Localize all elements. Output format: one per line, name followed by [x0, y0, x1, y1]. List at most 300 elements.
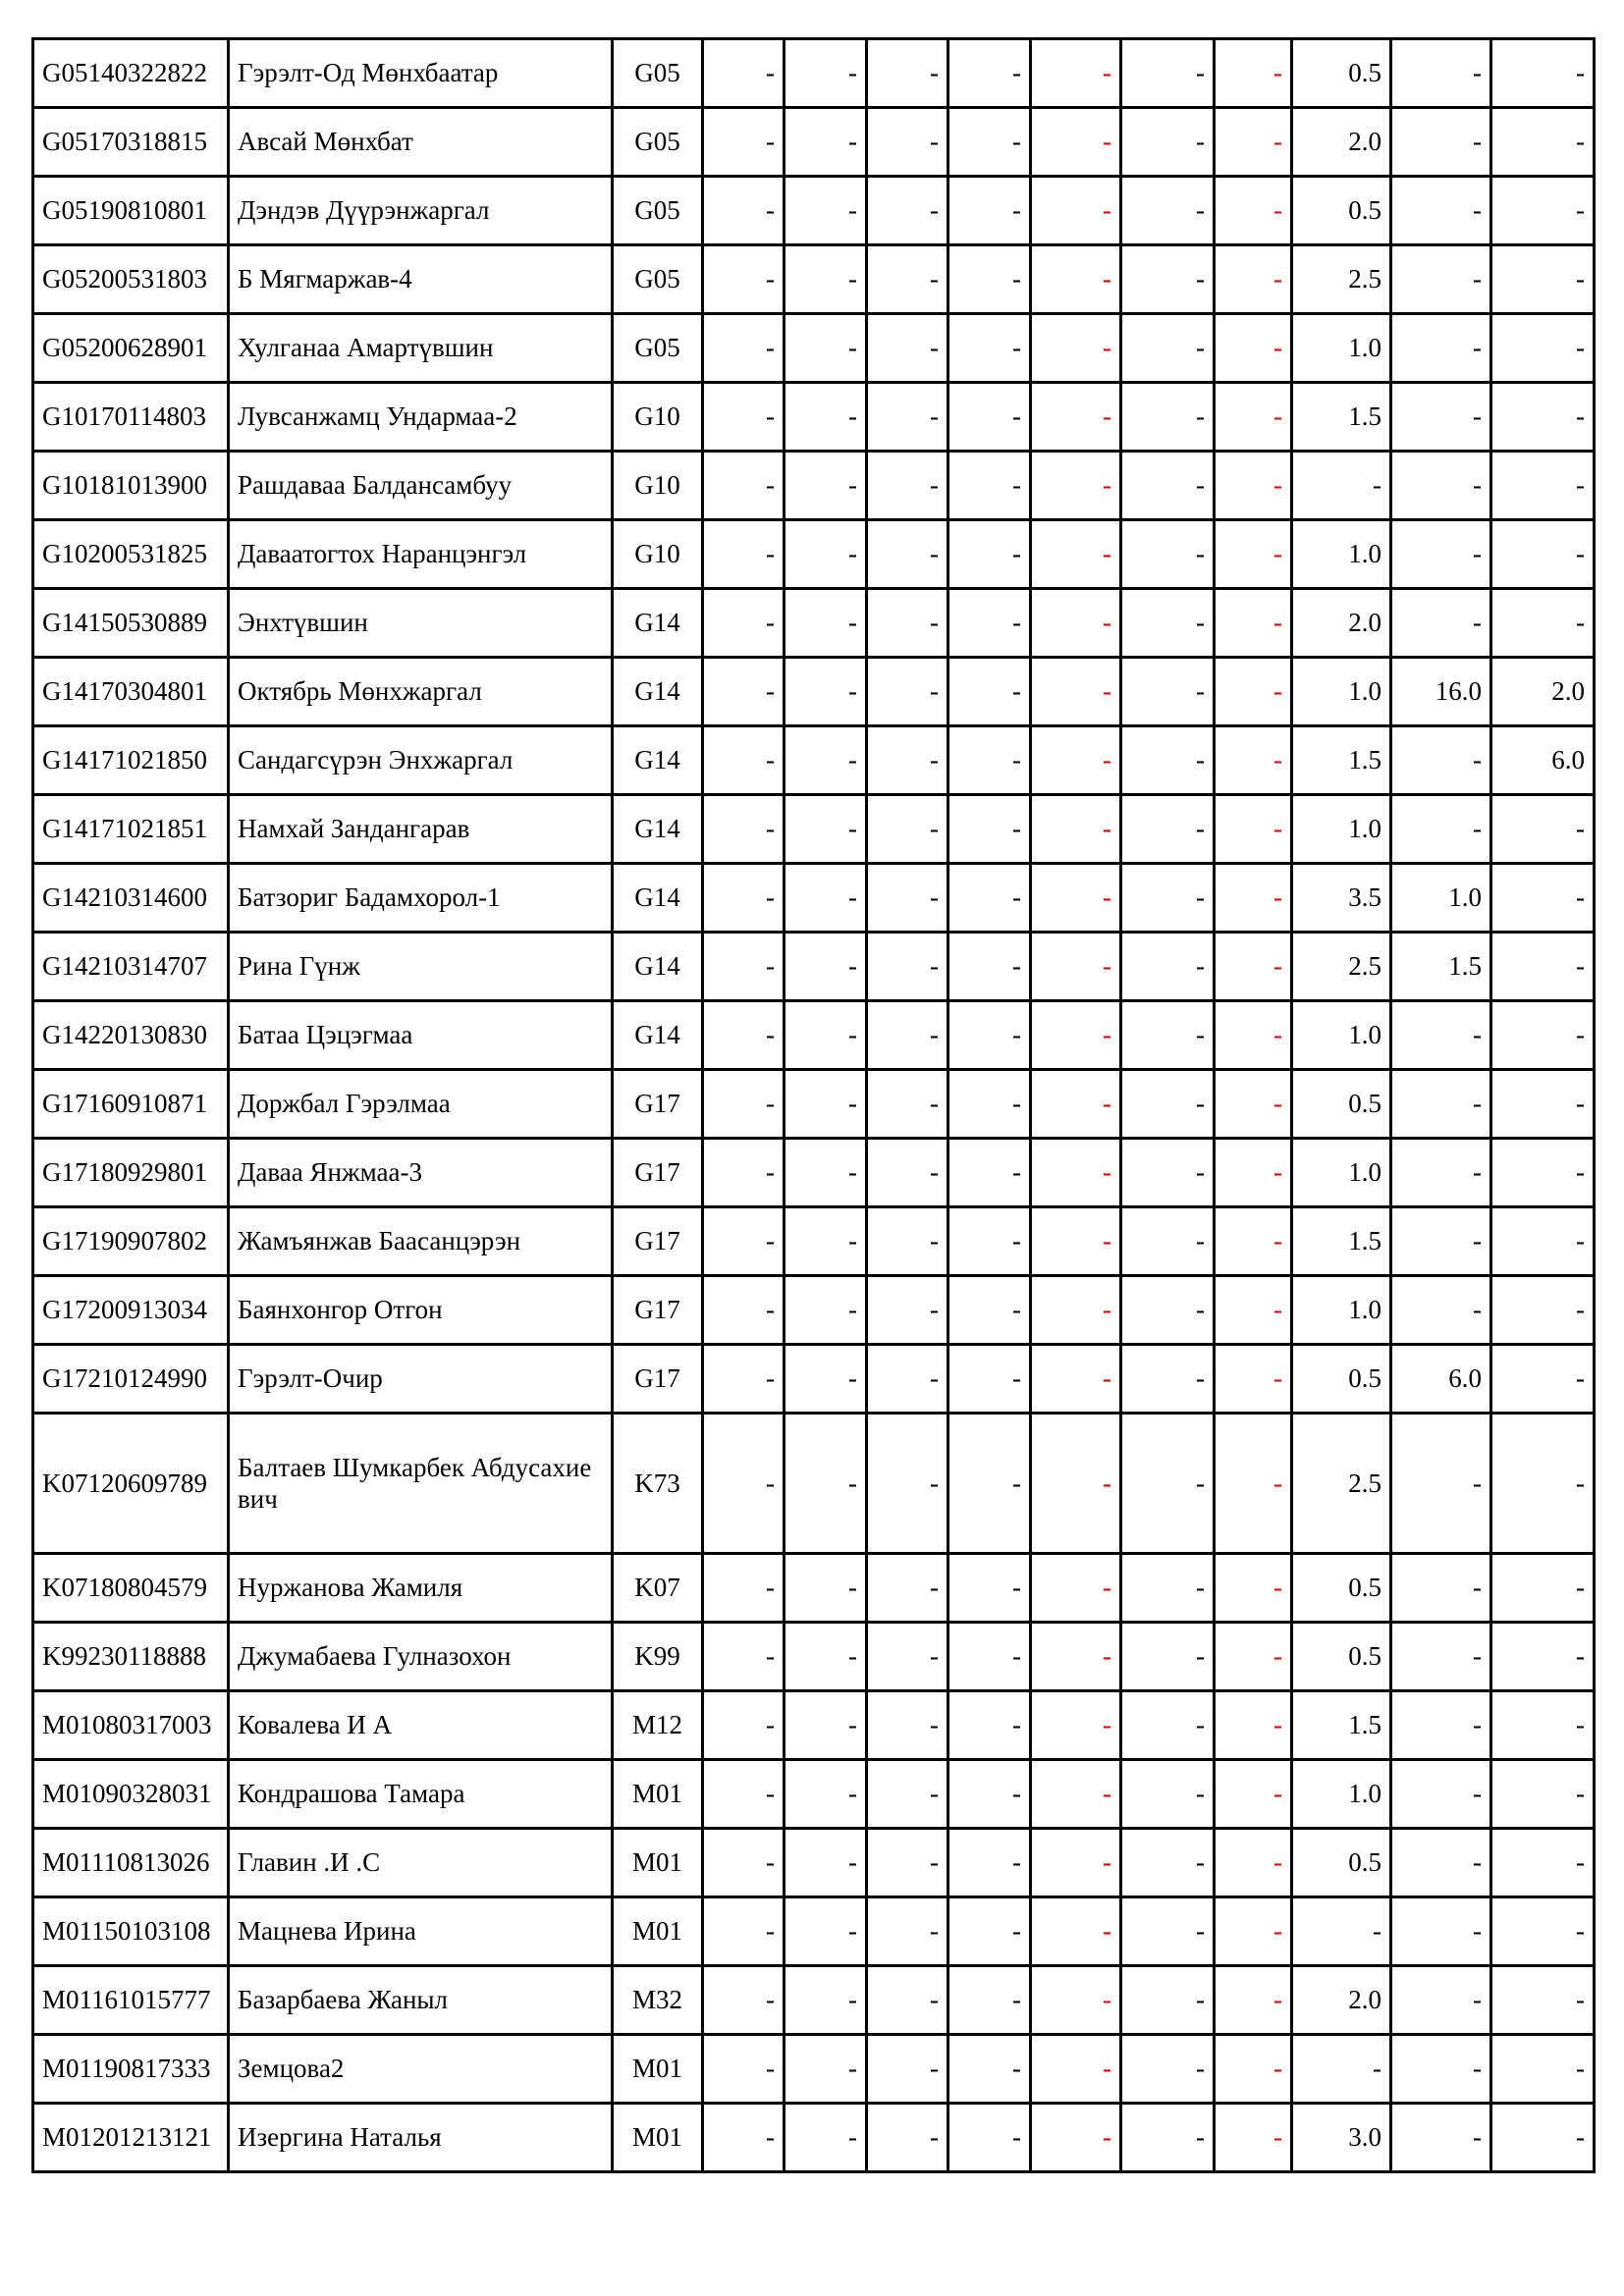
cell-group: G14 — [613, 795, 703, 864]
cell-c10: - — [1491, 383, 1595, 452]
cell-c9: - — [1391, 1966, 1491, 2035]
cell-c9: - — [1391, 1554, 1491, 1623]
cell-c1: - — [703, 520, 785, 589]
cell-c9: 6.0 — [1391, 1345, 1491, 1414]
cell-c5: - — [1031, 1139, 1121, 1207]
table-row — [33, 39, 1595, 108]
cell-name: Батзориг Бадамхорол-1 — [229, 864, 613, 933]
cell-c10: - — [1491, 39, 1595, 108]
cell-name: Авсай Мөнхбат — [229, 108, 613, 177]
cell-c4: - — [948, 1070, 1031, 1139]
table-row — [33, 795, 1595, 864]
cell-c6: - — [1121, 2104, 1215, 2172]
cell-c8: 0.5 — [1292, 1345, 1391, 1414]
cell-c7: - — [1215, 864, 1292, 933]
cell-c7: - — [1215, 589, 1292, 658]
cell-c8: 0.5 — [1292, 1554, 1391, 1623]
cell-c8: 0.5 — [1292, 39, 1391, 108]
cell-c4: - — [948, 1139, 1031, 1207]
cell-c4: - — [948, 1414, 1031, 1554]
cell-c9: - — [1391, 1623, 1491, 1691]
cell-c10: - — [1491, 933, 1595, 1001]
cell-c5: - — [1031, 2035, 1121, 2104]
cell-c10: - — [1491, 452, 1595, 520]
cell-c3: - — [867, 245, 948, 314]
cell-c2: - — [785, 1623, 867, 1691]
cell-c10: - — [1491, 795, 1595, 864]
cell-c2: - — [785, 864, 867, 933]
cell-c10: - — [1491, 108, 1595, 177]
cell-c3: - — [867, 589, 948, 658]
cell-group: G17 — [613, 1139, 703, 1207]
cell-c6: - — [1121, 589, 1215, 658]
cell-group: M01 — [613, 2035, 703, 2104]
cell-c1: - — [703, 1691, 785, 1760]
cell-c8: 2.0 — [1292, 589, 1391, 658]
cell-c5: - — [1031, 39, 1121, 108]
cell-c8: 1.0 — [1292, 1276, 1391, 1345]
cell-c5: - — [1031, 933, 1121, 1001]
cell-c1: - — [703, 1070, 785, 1139]
table-row — [33, 1001, 1595, 1070]
cell-group: G14 — [613, 589, 703, 658]
cell-c5: - — [1031, 177, 1121, 245]
table-row — [33, 1070, 1595, 1139]
cell-c1: - — [703, 726, 785, 795]
cell-c8: 1.0 — [1292, 314, 1391, 383]
cell-code: G05200628901 — [33, 314, 229, 383]
cell-name: Изергина Наталья — [229, 2104, 613, 2172]
table-row — [33, 383, 1595, 452]
cell-c1: - — [703, 39, 785, 108]
cell-c9: - — [1391, 383, 1491, 452]
table-row — [33, 589, 1595, 658]
cell-c4: - — [948, 1207, 1031, 1276]
cell-c1: - — [703, 1897, 785, 1966]
cell-c9: - — [1391, 177, 1491, 245]
cell-c7: - — [1215, 1691, 1292, 1760]
cell-c3: - — [867, 726, 948, 795]
cell-code: G14210314707 — [33, 933, 229, 1001]
cell-c7: - — [1215, 1276, 1292, 1345]
cell-code: M01090328031 — [33, 1760, 229, 1829]
cell-c1: - — [703, 1345, 785, 1414]
cell-c5: - — [1031, 726, 1121, 795]
cell-code: G17160910871 — [33, 1070, 229, 1139]
cell-c5: - — [1031, 1623, 1121, 1691]
cell-c2: - — [785, 108, 867, 177]
cell-c8: 1.5 — [1292, 726, 1391, 795]
cell-c1: - — [703, 108, 785, 177]
cell-c2: - — [785, 726, 867, 795]
cell-c8: 0.5 — [1292, 1829, 1391, 1897]
table-row — [33, 245, 1595, 314]
cell-c5: - — [1031, 452, 1121, 520]
cell-c6: - — [1121, 1070, 1215, 1139]
cell-c3: - — [867, 2035, 948, 2104]
cell-c7: - — [1215, 314, 1292, 383]
cell-c9: - — [1391, 1691, 1491, 1760]
cell-code: G05140322822 — [33, 39, 229, 108]
cell-c10: - — [1491, 1139, 1595, 1207]
cell-name: Гэрэлт-Од Мөнхбаатар — [229, 39, 613, 108]
table-row — [33, 1345, 1595, 1414]
cell-code: G17200913034 — [33, 1276, 229, 1345]
cell-code: G05170318815 — [33, 108, 229, 177]
cell-code: M01190817333 — [33, 2035, 229, 2104]
cell-c3: - — [867, 1554, 948, 1623]
cell-code: K07180804579 — [33, 1554, 229, 1623]
cell-c6: - — [1121, 1414, 1215, 1554]
cell-group: M01 — [613, 1897, 703, 1966]
cell-c2: - — [785, 452, 867, 520]
cell-c5: - — [1031, 108, 1121, 177]
cell-c8: 1.0 — [1292, 658, 1391, 726]
cell-c6: - — [1121, 1276, 1215, 1345]
cell-c10: 2.0 — [1491, 658, 1595, 726]
cell-c1: - — [703, 1829, 785, 1897]
cell-name: Намхай Зандангарав — [229, 795, 613, 864]
cell-c3: - — [867, 108, 948, 177]
cell-c6: - — [1121, 520, 1215, 589]
cell-c4: - — [948, 589, 1031, 658]
cell-c4: - — [948, 314, 1031, 383]
cell-name: Гэрэлт-Очир — [229, 1345, 613, 1414]
cell-c6: - — [1121, 39, 1215, 108]
table-row — [33, 314, 1595, 383]
cell-c5: - — [1031, 1070, 1121, 1139]
cell-c5: - — [1031, 1207, 1121, 1276]
cell-c2: - — [785, 589, 867, 658]
cell-c7: - — [1215, 1829, 1292, 1897]
cell-c3: - — [867, 1691, 948, 1760]
cell-c4: - — [948, 1760, 1031, 1829]
cell-c7: - — [1215, 1966, 1292, 2035]
table-row — [33, 452, 1595, 520]
cell-c10: - — [1491, 1897, 1595, 1966]
cell-c1: - — [703, 933, 785, 1001]
cell-name: Ковалева И А — [229, 1691, 613, 1760]
cell-c6: - — [1121, 1897, 1215, 1966]
cell-c8: 1.0 — [1292, 795, 1391, 864]
cell-c10: - — [1491, 2104, 1595, 2172]
cell-c9: - — [1391, 520, 1491, 589]
cell-c5: - — [1031, 383, 1121, 452]
cell-c2: - — [785, 1207, 867, 1276]
cell-c7: - — [1215, 39, 1292, 108]
cell-c10: - — [1491, 1829, 1595, 1897]
cell-c2: - — [785, 39, 867, 108]
cell-c9: - — [1391, 452, 1491, 520]
cell-c3: - — [867, 2104, 948, 2172]
cell-name: Базарбаева Жаныл — [229, 1966, 613, 2035]
cell-c2: - — [785, 1897, 867, 1966]
cell-c3: - — [867, 658, 948, 726]
cell-c6: - — [1121, 1691, 1215, 1760]
cell-c8: 1.0 — [1292, 1139, 1391, 1207]
cell-c7: - — [1215, 1897, 1292, 1966]
cell-c8: 2.0 — [1292, 108, 1391, 177]
cell-code: M01150103108 — [33, 1897, 229, 1966]
cell-c2: - — [785, 314, 867, 383]
cell-c2: - — [785, 1276, 867, 1345]
cell-c5: - — [1031, 1691, 1121, 1760]
cell-c9: 1.5 — [1391, 933, 1491, 1001]
cell-c5: - — [1031, 1966, 1121, 2035]
cell-code: G17180929801 — [33, 1139, 229, 1207]
cell-c10: - — [1491, 1691, 1595, 1760]
cell-c6: - — [1121, 1001, 1215, 1070]
cell-c4: - — [948, 795, 1031, 864]
cell-c3: - — [867, 1276, 948, 1345]
cell-code: M01161015777 — [33, 1966, 229, 2035]
cell-c6: - — [1121, 1829, 1215, 1897]
cell-c9: - — [1391, 1414, 1491, 1554]
cell-c10: - — [1491, 314, 1595, 383]
cell-c7: - — [1215, 1207, 1292, 1276]
cell-code: G14170304801 — [33, 658, 229, 726]
cell-c10: - — [1491, 864, 1595, 933]
cell-c4: - — [948, 658, 1031, 726]
cell-code: G10181013900 — [33, 452, 229, 520]
cell-name: Баянхонгор Отгон — [229, 1276, 613, 1345]
cell-name: Б Мягмаржав-4 — [229, 245, 613, 314]
cell-name: Рина Гүнж — [229, 933, 613, 1001]
cell-c10: - — [1491, 1760, 1595, 1829]
table-row — [33, 520, 1595, 589]
cell-c9: - — [1391, 589, 1491, 658]
cell-c7: - — [1215, 2035, 1292, 2104]
cell-c9: - — [1391, 1001, 1491, 1070]
cell-c7: - — [1215, 2104, 1292, 2172]
cell-c8: 1.0 — [1292, 1760, 1391, 1829]
cell-group: G05 — [613, 108, 703, 177]
cell-c7: - — [1215, 1554, 1292, 1623]
cell-c1: - — [703, 1001, 785, 1070]
cell-c2: - — [785, 1554, 867, 1623]
cell-c8: 1.0 — [1292, 520, 1391, 589]
cell-c8: 1.5 — [1292, 1207, 1391, 1276]
cell-c7: - — [1215, 1760, 1292, 1829]
cell-c4: - — [948, 245, 1031, 314]
cell-c9: - — [1391, 1070, 1491, 1139]
cell-c8: 2.0 — [1292, 1966, 1391, 2035]
cell-c8: 2.5 — [1292, 245, 1391, 314]
cell-c5: - — [1031, 795, 1121, 864]
cell-c8: 3.5 — [1292, 864, 1391, 933]
cell-c7: - — [1215, 1345, 1292, 1414]
table-row — [33, 108, 1595, 177]
cell-c3: - — [867, 177, 948, 245]
cell-name: Дэндэв Дүүрэнжаргал — [229, 177, 613, 245]
cell-c1: - — [703, 452, 785, 520]
cell-c6: - — [1121, 1345, 1215, 1414]
cell-code: M01080317003 — [33, 1691, 229, 1760]
cell-c6: - — [1121, 452, 1215, 520]
cell-c6: - — [1121, 726, 1215, 795]
cell-c10: - — [1491, 1345, 1595, 1414]
table-row — [33, 2035, 1595, 2104]
cell-c4: - — [948, 520, 1031, 589]
cell-c1: - — [703, 1414, 785, 1554]
cell-c2: - — [785, 1139, 867, 1207]
cell-group: K73 — [613, 1414, 703, 1554]
cell-c7: - — [1215, 726, 1292, 795]
cell-c4: - — [948, 1345, 1031, 1414]
cell-name: Нуржанова Жамиля — [229, 1554, 613, 1623]
cell-name: Октябрь Мөнхжаргал — [229, 658, 613, 726]
cell-name: Мацнева Ирина — [229, 1897, 613, 1966]
cell-c9: - — [1391, 2035, 1491, 2104]
table-row — [33, 1897, 1595, 1966]
cell-c4: - — [948, 726, 1031, 795]
cell-code: M01110813026 — [33, 1829, 229, 1897]
cell-c5: - — [1031, 520, 1121, 589]
cell-c6: - — [1121, 383, 1215, 452]
cell-c1: - — [703, 589, 785, 658]
cell-c8: - — [1292, 1897, 1391, 1966]
cell-c10: - — [1491, 1966, 1595, 2035]
cell-c10: - — [1491, 1554, 1595, 1623]
cell-c3: - — [867, 1829, 948, 1897]
cell-c5: - — [1031, 1897, 1121, 1966]
cell-c7: - — [1215, 177, 1292, 245]
cell-c2: - — [785, 1829, 867, 1897]
cell-c3: - — [867, 1897, 948, 1966]
cell-c3: - — [867, 1139, 948, 1207]
cell-c2: - — [785, 520, 867, 589]
cell-code: K07120609789 — [33, 1414, 229, 1554]
cell-group: M01 — [613, 2104, 703, 2172]
cell-c9: - — [1391, 108, 1491, 177]
cell-c1: - — [703, 864, 785, 933]
cell-c5: - — [1031, 1554, 1121, 1623]
cell-group: M32 — [613, 1966, 703, 2035]
cell-c4: - — [948, 1897, 1031, 1966]
cell-c10: - — [1491, 1207, 1595, 1276]
cell-c3: - — [867, 520, 948, 589]
cell-c1: - — [703, 1276, 785, 1345]
cell-name: Хулганаа Амартүвшин — [229, 314, 613, 383]
cell-c10: - — [1491, 1276, 1595, 1345]
cell-code: G14220130830 — [33, 1001, 229, 1070]
cell-c9: - — [1391, 1897, 1491, 1966]
cell-c2: - — [785, 1691, 867, 1760]
cell-c1: - — [703, 658, 785, 726]
cell-group: G17 — [613, 1070, 703, 1139]
cell-c3: - — [867, 1345, 948, 1414]
cell-c10: - — [1491, 520, 1595, 589]
cell-group: G14 — [613, 1001, 703, 1070]
cell-c10: - — [1491, 177, 1595, 245]
cell-c9: - — [1391, 1207, 1491, 1276]
cell-c4: - — [948, 864, 1031, 933]
cell-c3: - — [867, 795, 948, 864]
cell-c5: - — [1031, 1414, 1121, 1554]
cell-c5: - — [1031, 1760, 1121, 1829]
cell-c8: 0.5 — [1292, 177, 1391, 245]
cell-code: G14150530889 — [33, 589, 229, 658]
cell-c9: - — [1391, 2104, 1491, 2172]
cell-c7: - — [1215, 658, 1292, 726]
cell-c4: - — [948, 1001, 1031, 1070]
cell-c7: - — [1215, 1414, 1292, 1554]
cell-c8: 1.5 — [1292, 1691, 1391, 1760]
table-row — [33, 1623, 1595, 1691]
cell-c2: - — [785, 383, 867, 452]
cell-code: K99230118888 — [33, 1623, 229, 1691]
cell-code: G05200531803 — [33, 245, 229, 314]
cell-group: G17 — [613, 1276, 703, 1345]
cell-c7: - — [1215, 1139, 1292, 1207]
cell-c9: - — [1391, 1760, 1491, 1829]
cell-c2: - — [785, 177, 867, 245]
cell-c6: - — [1121, 795, 1215, 864]
cell-group: G14 — [613, 726, 703, 795]
cell-c5: - — [1031, 2104, 1121, 2172]
cell-c5: - — [1031, 864, 1121, 933]
cell-c8: 2.5 — [1292, 933, 1391, 1001]
cell-c3: - — [867, 1623, 948, 1691]
cell-c5: - — [1031, 245, 1121, 314]
cell-c6: - — [1121, 1966, 1215, 2035]
cell-c7: - — [1215, 1070, 1292, 1139]
table-row — [33, 1276, 1595, 1345]
table-row — [33, 1414, 1595, 1554]
cell-c8: 2.5 — [1292, 1414, 1391, 1554]
cell-name: Батаа Цэцэгмаа — [229, 1001, 613, 1070]
cell-c6: - — [1121, 1623, 1215, 1691]
table-row — [33, 726, 1595, 795]
cell-c2: - — [785, 933, 867, 1001]
cell-c7: - — [1215, 1001, 1292, 1070]
cell-code: G14210314600 — [33, 864, 229, 933]
cell-name: Жамъянжав Баасанцэрэн — [229, 1207, 613, 1276]
cell-c4: - — [948, 2035, 1031, 2104]
cell-name: Даваатогтох Наранцэнгэл — [229, 520, 613, 589]
cell-code: G17190907802 — [33, 1207, 229, 1276]
cell-c3: - — [867, 452, 948, 520]
cell-c6: - — [1121, 658, 1215, 726]
cell-c6: - — [1121, 245, 1215, 314]
cell-c2: - — [785, 1414, 867, 1554]
table-row — [33, 658, 1595, 726]
cell-c1: - — [703, 1554, 785, 1623]
cell-c4: - — [948, 383, 1031, 452]
cell-c4: - — [948, 1691, 1031, 1760]
cell-c3: - — [867, 933, 948, 1001]
table-row — [33, 2104, 1595, 2172]
cell-c5: - — [1031, 314, 1121, 383]
cell-c6: - — [1121, 864, 1215, 933]
cell-c6: - — [1121, 2035, 1215, 2104]
cell-c4: - — [948, 2104, 1031, 2172]
cell-name: Доржбал Гэрэлмаа — [229, 1070, 613, 1139]
cell-c6: - — [1121, 1139, 1215, 1207]
cell-c7: - — [1215, 1623, 1292, 1691]
cell-c9: 1.0 — [1391, 864, 1491, 933]
cell-c10: - — [1491, 1414, 1595, 1554]
cell-c3: - — [867, 1414, 948, 1554]
table-row — [33, 1139, 1595, 1207]
cell-c9: - — [1391, 314, 1491, 383]
cell-c6: - — [1121, 1760, 1215, 1829]
cell-group: G10 — [613, 520, 703, 589]
cell-c3: - — [867, 1760, 948, 1829]
cell-c4: - — [948, 1554, 1031, 1623]
cell-c6: - — [1121, 177, 1215, 245]
cell-c1: - — [703, 795, 785, 864]
